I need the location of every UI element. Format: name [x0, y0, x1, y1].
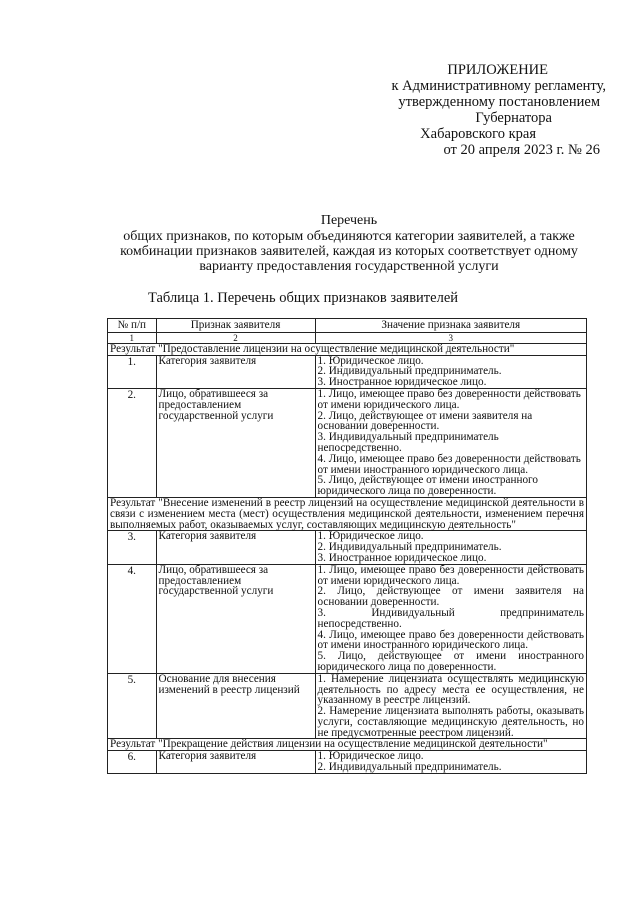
- row-number: 3.: [108, 531, 157, 564]
- value-item: 1. Юридическое лицо.: [317, 750, 424, 763]
- column-index-row: [108, 332, 587, 343]
- appendix-line: Хабаровского края: [420, 126, 536, 142]
- result-row: [108, 497, 587, 530]
- row-values: [315, 355, 586, 388]
- value-item: 5. Лицо, действующее от имени иностранного юридического лица по доверенности.: [317, 474, 538, 498]
- appendix-line: от 20 апреля 2023 г. № 26: [443, 142, 600, 158]
- appendix-line: к Административному регламенту,: [391, 78, 606, 94]
- result-row: [108, 343, 587, 355]
- row-sign: Лицо, обратившееся за предоставлением государственной услуги: [156, 564, 315, 673]
- value-item: 3. Иностранное юридическое лицо.: [317, 551, 487, 564]
- result-text: Результат "Внесение изменений в реестр лицензий на осуществление медицинской деятельности в связи с изменением места (мест) осуществления медицинской деятельности, изменением перечня выполняемых работ, оказываемых услуг, составляющих медицинскую деятельность": [108, 497, 587, 530]
- header-number: № п/п: [108, 319, 157, 333]
- table-row: [108, 564, 587, 673]
- result-text: Результат "Предоставление лицензии на осуществление медицинской деятельности": [108, 343, 587, 355]
- row-sign: Категория заявителя: [156, 751, 315, 774]
- value-item: 2. Лицо, действующее от имени заявителя на основании доверенности.: [317, 585, 584, 609]
- appendix-line: Губернатора: [475, 110, 552, 126]
- heading-subtitle: общих признаков, по которым объединяются категории заявителей, а также комбинации признаков заявителей, каждая из которых соответствует одному варианту предоставления государственной услуги: [120, 229, 578, 274]
- appendix-block: [330, 62, 606, 158]
- row-values: [315, 564, 586, 673]
- value-item: 1. Юридическое лицо.: [317, 354, 424, 367]
- row-values: [315, 751, 586, 774]
- row-values: [315, 673, 586, 739]
- value-item: 3. Индивидуальный предприниматель непосредственно.: [317, 606, 584, 630]
- value-item: 1. Намерение лицензиата осуществлять медицинскую деятельность по адресу места ее осуществления, не указанному в реестре лицензий.: [317, 672, 584, 707]
- heading-title: Перечень: [320, 213, 378, 228]
- value-item: 2. Намерение лицензиата выполнять работы, оказывать услуги, составляющие медицинскую деятельность, но не предусмотренные реестром лицензий.: [317, 705, 584, 739]
- applicant-signs-table: [107, 318, 587, 774]
- value-item: 2. Индивидуальный предприниматель.: [317, 761, 502, 774]
- value-item: 1. Лицо, имеющее право без доверенности действовать от имени юридического лица.: [317, 387, 581, 411]
- row-sign: Категория заявителя: [156, 531, 315, 564]
- value-item: 4. Лицо, имеющее право без доверенности действовать от имени иностранного юридического лица.: [317, 628, 584, 652]
- row-number: 4.: [108, 564, 157, 673]
- appendix-title: ПРИЛОЖЕНИЕ: [447, 62, 548, 78]
- row-number: 5.: [108, 673, 157, 739]
- document-heading: [96, 213, 602, 274]
- row-values: [315, 388, 586, 497]
- result-row: [108, 739, 587, 751]
- row-sign: Основание для внесения изменений в реестр лицензий: [156, 673, 315, 739]
- header-sign: Признак заявителя: [156, 319, 315, 333]
- table-row: [108, 355, 587, 388]
- table-caption: Таблица 1. Перечень общих признаков заявителей: [148, 290, 459, 306]
- row-values: [315, 531, 586, 564]
- value-item: 2. Лицо, действующее от имени заявителя на основании доверенности.: [317, 409, 533, 433]
- value-item: 1. Лицо, имеющее право без доверенности действовать от имени юридического лица.: [317, 563, 584, 587]
- row-sign: Категория заявителя: [156, 355, 315, 388]
- column-index: 2: [156, 332, 315, 343]
- appendix-line: утвержденному постановлением: [398, 94, 600, 110]
- value-item: 4. Лицо, имеющее право без доверенности действовать от имени иностранного юридического лица.: [317, 452, 581, 476]
- value-item: 1. Юридическое лицо.: [317, 530, 424, 543]
- table-header-row: [108, 319, 587, 333]
- value-item: 2. Индивидуальный предприниматель.: [317, 365, 502, 378]
- table-row: [108, 751, 587, 774]
- row-number: 6.: [108, 751, 157, 774]
- value-item: 3. Индивидуальный предприниматель непосредственно.: [317, 431, 499, 454]
- header-value: Значение признака заявителя: [315, 319, 586, 333]
- value-item: 3. Иностранное юридическое лицо.: [317, 376, 487, 389]
- row-sign: Лицо, обратившееся за предоставлением государственной услуги: [156, 388, 315, 497]
- table-row: [108, 388, 587, 497]
- table-row: [108, 673, 587, 739]
- column-index: 3: [315, 332, 586, 343]
- result-text: Результат "Прекращение действия лицензии на осуществление медицинской деятельности": [108, 739, 587, 751]
- row-number: 2.: [108, 388, 157, 497]
- value-item: 5. Лицо, действующее от имени иностранного юридического лица по доверенности.: [317, 650, 584, 673]
- value-item: 2. Индивидуальный предприниматель.: [317, 541, 502, 554]
- table-row: [108, 531, 587, 564]
- row-number: 1.: [108, 355, 157, 388]
- column-index: 1: [108, 332, 157, 343]
